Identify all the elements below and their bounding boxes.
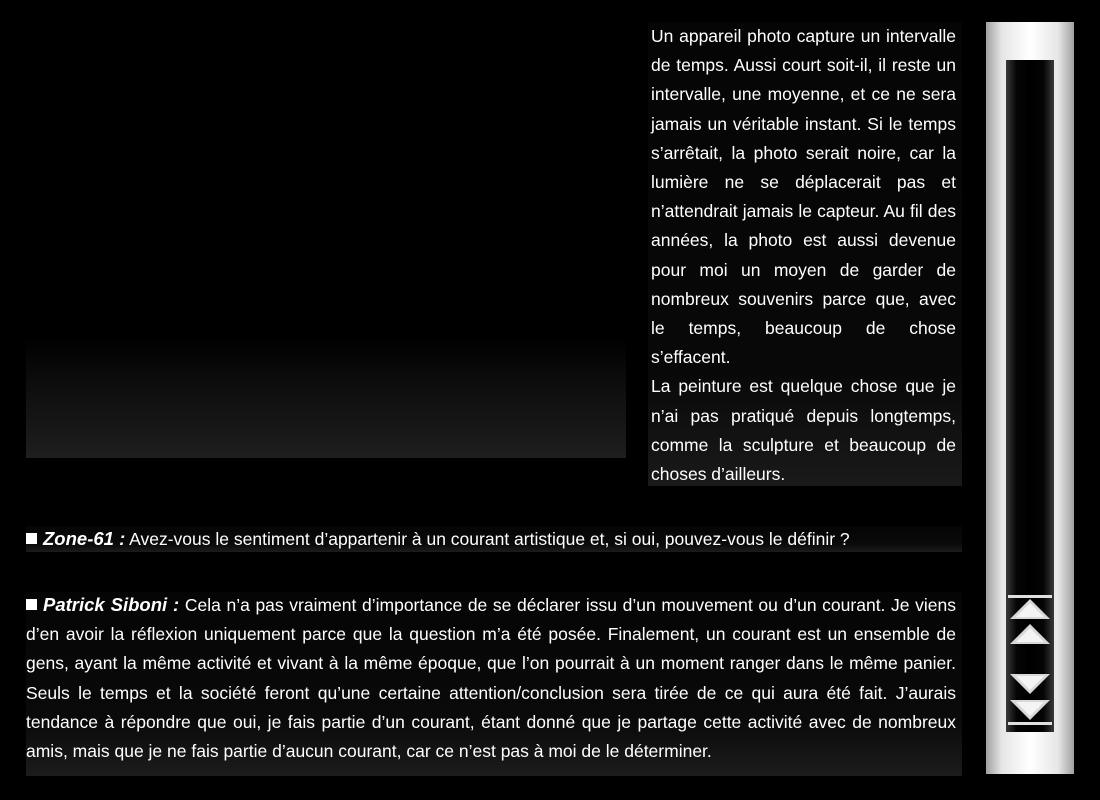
scroll-down-icon [1006,670,1054,696]
scroll-bottom-icon [1006,696,1054,726]
interviewer-name: Zone-61 : [43,528,126,549]
question-block [26,524,956,554]
scroll-down-button[interactable] [1006,670,1054,696]
answer-text: Cela n’a pas vraiment d’importance de se déclarer issu d’un mouvement ou d’un courant. Je viens d’en avoir la réflexion uniquement parce que la question m’a été posée. Finalement, un courant est un ensemble de gens, ayant la même activité et vivant à la même époque, que l’on pourrait à un moment ranger dans le même panier. Seuls le temps et la société feront qu’une certaine attention/conclusion sera tirée de ce qui aura été fait. J’aurais tendance à répondre que oui, je fais partie d’un courant, étant donné que je partage cette activité avec de nombreux amis, mais que je ne fais partie d’aucun courant, car ce n’est pas à moi de le déterminer. [26,595,957,762]
answer-block [26,590,956,766]
interviewee-name: Patrick Siboni : [43,594,180,615]
scroll-up-button[interactable] [1006,622,1054,648]
scroll-top-button[interactable] [1006,594,1054,624]
photo-area [26,22,626,458]
intro-text-block [648,22,962,486]
intro-paragraph: Un appareil photo capture un intervalle de temps. Aussi court soit-il, il reste un intervalle, une moyenne, et ce ne sera jamais un véritable instant. Si le temps s’arrêtait, la photo serait noire, car la lumière ne se déplacerait pas et n’attendrait jamais le capteur. Au fil des années, la photo est aussi devenue pour moi un moyen de garder de nombreux souvenirs parce que, avec le temps, beaucoup de chose s’effacent. [651,26,956,368]
scroll-up-icon [1006,622,1054,648]
scroll-bottom-button[interactable] [1006,696,1054,726]
scrollbar[interactable] [986,22,1074,774]
question-text: Avez-vous le sentiment d’appartenir à un courant artistique et, si oui, pouvez-vous le définir ? [129,529,850,549]
scroll-top-icon [1006,594,1054,624]
intro-paragraph: La peinture est quelque chose que je n’ai pas pratiqué depuis longtemps, comme la sculpture et beaucoup de choses d’ailleurs. [651,376,956,485]
bullet-icon [26,533,37,544]
bullet-icon [26,599,37,610]
